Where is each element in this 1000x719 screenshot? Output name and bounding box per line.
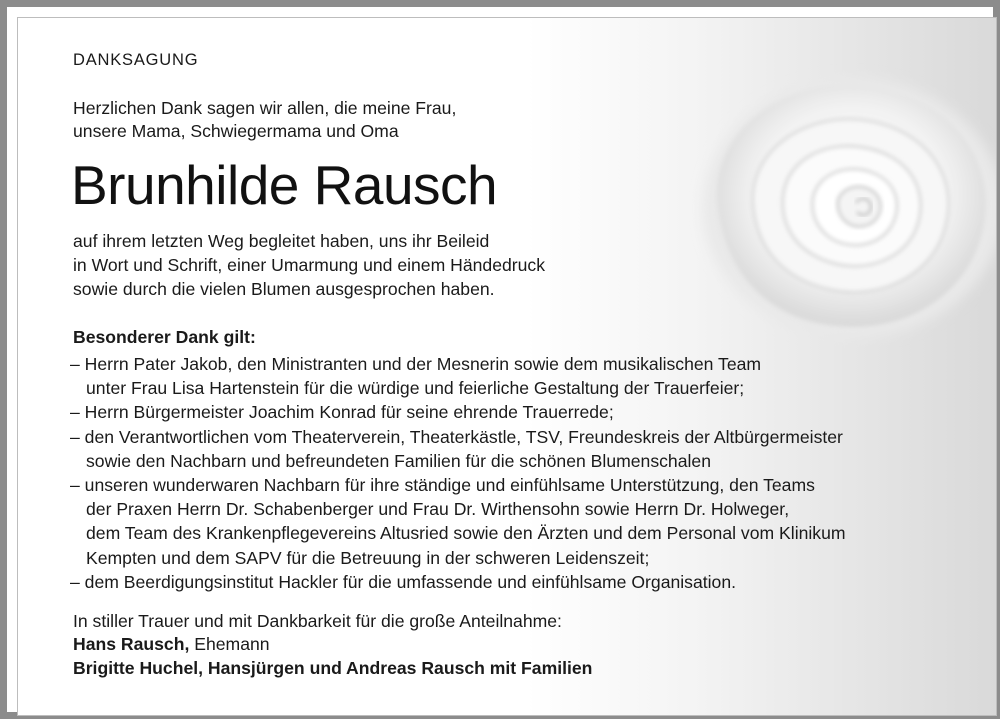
- thanks-item: [70, 473, 846, 570]
- thanks-line: – den Verantwortlichen vom Theaterverein, Theaterkästle, TSV, Freundeskreis der Altbürgermeister: [70, 426, 843, 447]
- signer-1-name: Hans Rausch,: [73, 634, 190, 654]
- notice-heading: DANKSAGUNG: [73, 51, 199, 69]
- closing-line: In stiller Trauer und mit Dankbarkeit für die große Anteilnahme:: [73, 611, 562, 631]
- thanks-line: sowie den Nachbarn und befreundeten Familien für die schönen Blumenschalen: [86, 450, 711, 471]
- intro-line-1: Herzlichen Dank sagen wir allen, die meine Frau,: [73, 98, 457, 118]
- thanks-line: unter Frau Lisa Hartenstein für die würdige und feierliche Gestaltung der Trauerfeier;: [86, 378, 745, 399]
- body-line-2: in Wort und Schrift, einer Umarmung und einem Händedruck: [73, 255, 545, 275]
- body-line-1: auf ihrem letzten Weg begleitet haben, uns ihr Beileid: [73, 231, 490, 251]
- thanks-item: [70, 425, 846, 473]
- thanks-line: der Praxen Herrn Dr. Schabenberger und Frau Dr. Wirthensohn sowie Herrn Dr. Holweger,: [86, 499, 790, 520]
- intro-line-2: unsere Mama, Schwiegermama und Oma: [73, 121, 399, 141]
- thanks-line: – Herrn Pater Jakob, den Ministranten und der Mesnerin sowie dem musikalischen Team: [70, 354, 762, 374]
- thanks-item: [70, 570, 846, 594]
- signer-1: [73, 632, 270, 656]
- thanks-line: – Herrn Bürgermeister Joachim Konrad für seine ehrende Trauerrede;: [70, 402, 614, 423]
- thanks-item: [70, 400, 846, 424]
- thanks-line: – dem Beerdigungsinstitut Hackler für die umfassende und einfühlsame Organisation.: [70, 571, 737, 592]
- special-thanks-heading: Besonderer Dank gilt:: [73, 327, 256, 347]
- deceased-name: Brunhilde Rausch: [71, 154, 498, 216]
- special-thanks-list: [70, 352, 846, 594]
- signer-1-role: Ehemann: [189, 634, 270, 654]
- thanks-line: dem Team des Krankenpflegevereins Altusried sowie den Ärzten und dem Personal vom Klinikum: [86, 523, 846, 544]
- thanks-line: Kempten und dem SAPV für die Betreuung in der schweren Leidenszeit;: [86, 547, 650, 568]
- notice-content: [18, 18, 997, 716]
- thanks-item: [70, 352, 846, 400]
- notice-panel: [17, 17, 997, 716]
- signer-2: Brigitte Huchel, Hansjürgen und Andreas Rausch mit Familien: [73, 658, 593, 678]
- thanks-line: – unseren wunderwaren Nachbarn für ihre ständige und einfühlsame Unterstützung, den Teams: [70, 475, 815, 496]
- body-line-3: sowie durch die vielen Blumen ausgesprochen haben.: [73, 279, 495, 299]
